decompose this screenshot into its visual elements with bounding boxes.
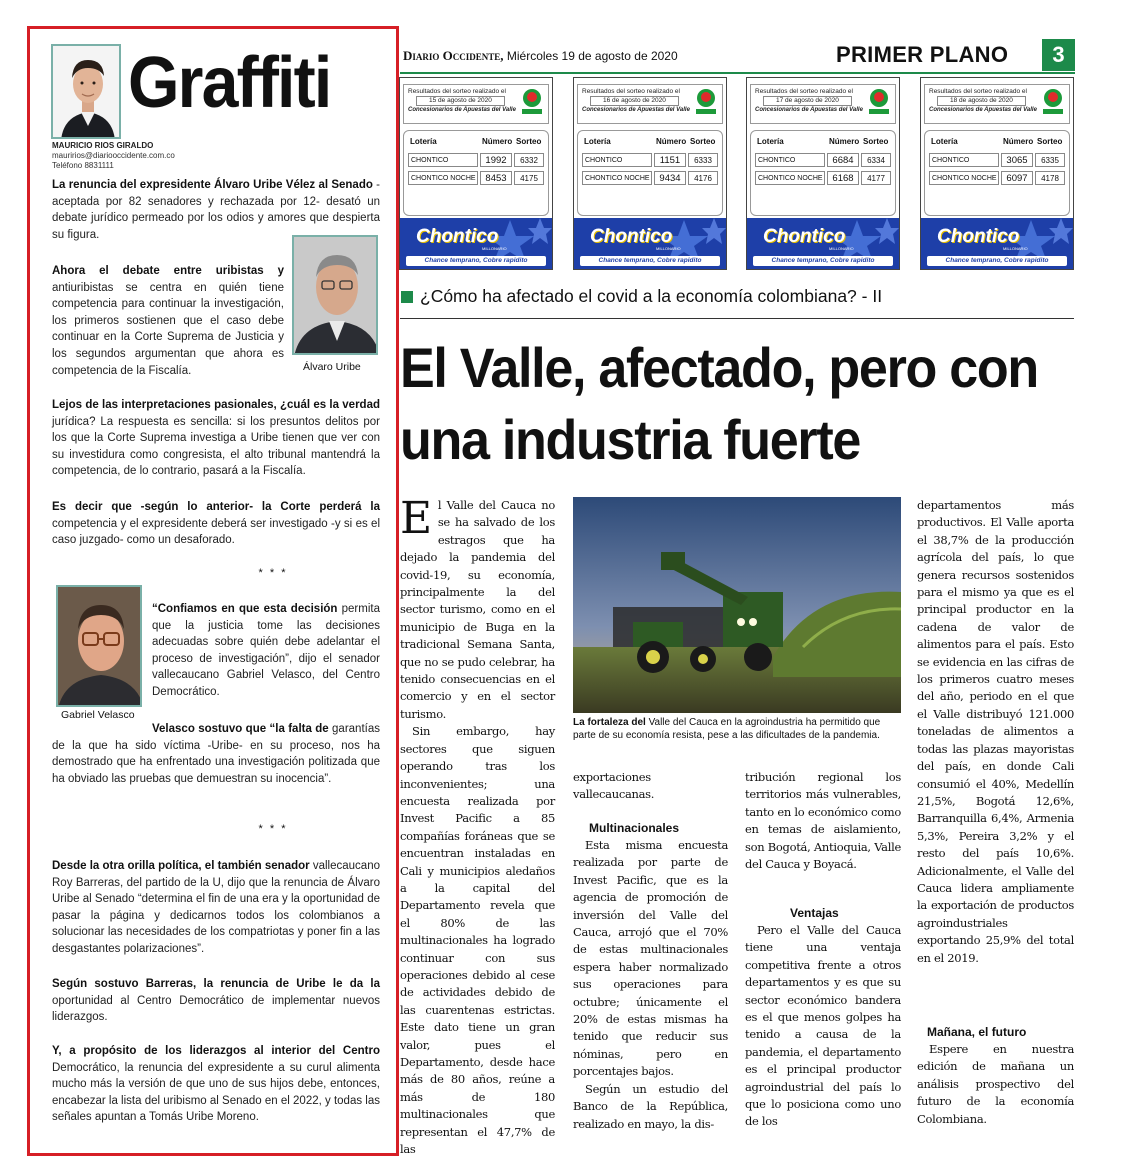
separator-stars: * * * xyxy=(258,823,288,835)
graffiti-paragraph: Ahora el debate entre uribistas y antiuribistas se centra en quién tiene competencia para continuar la investigación, los primeros sostienen que el caso debe continuar en la Corte Suprema de Justicia y los segundos argumentan que ahora es competencia de la Fiscalía. xyxy=(52,265,284,377)
chontico-brand: Chontico xyxy=(937,226,1020,247)
uribe-caption: Álvaro Uribe xyxy=(303,361,361,373)
lottery-concessionaire: Concesionarios de Apuestas del Valle xyxy=(929,107,1037,113)
photo-caption: La fortaleza del Valle del Cauca en la agroindustria ha permitido que parte de su economía resista, pese a las dificultades de la pandemia. xyxy=(573,717,881,741)
row-chontico-noche: CHONTICO NOCHE xyxy=(929,171,999,185)
chontico-number: 1151 xyxy=(654,153,686,167)
article-paragraph: Pero el Valle del Cauca tiene una ventaja competitiva frente a otros departamentos y es que su sector económico bandera es el que menos golpes ha tenido a causa de la pandemia, el departamento es el principal productor agroindustrial del país lo que lo posiciona como uno de los xyxy=(745,923,901,1129)
column-title: Graffiti xyxy=(128,43,331,123)
noche-draw: 4175 xyxy=(514,171,544,185)
chontico-number: 6684 xyxy=(827,153,859,167)
article-column-3b xyxy=(745,922,901,1131)
graffiti-paragraph: Es decir que -según lo anterior- la Corte perderá la competencia y el expresidente deberá ser investigado -y si es el caso juzgado- como un desaforado. xyxy=(52,501,380,547)
noche-number: 6097 xyxy=(1001,171,1033,185)
chontico-banner xyxy=(574,218,726,269)
subhead-ventajas: Ventajas xyxy=(790,906,839,920)
chontico-draw: 6335 xyxy=(1035,153,1065,167)
graffiti-paragraph: Lejos de las interpretaciones pasionales, ¿cuál es la verdad jurídica? La respuesta es sencilla: si los presuntos delitos por los que la Corte Suprema investiga a Uribe tienen que ver con su investidura como congresista, el alto tribunal mantendrá la competencia, de lo contrario, pasará a la Fiscalía. xyxy=(52,399,380,478)
brand-subtitle: MILLONARIO xyxy=(482,246,507,251)
page-header xyxy=(403,48,678,64)
col-numero: Número xyxy=(829,137,860,146)
chontico-banner xyxy=(747,218,899,269)
graffiti-column xyxy=(27,26,399,1156)
brand-slogan: Chance temprano, Cobre rapidito xyxy=(406,256,546,266)
drop-cap: E xyxy=(400,493,432,544)
col-numero: Número xyxy=(656,137,687,146)
col-numero: Número xyxy=(482,137,513,146)
col-sorteo: Sorteo xyxy=(1037,137,1063,146)
lottery-date: 17 de agosto de 2020 xyxy=(763,96,852,106)
noche-draw: 4178 xyxy=(1035,171,1065,185)
row-chontico: CHONTICO xyxy=(929,153,999,167)
lottery-concessionaire: Concesionarios de Apuestas del Valle xyxy=(582,107,690,113)
article-paragraph: Según un estudio del Banco de la República, realizado en mayo, la dis- xyxy=(573,1081,728,1131)
lottery-date: 18 de agosto de 2020 xyxy=(937,96,1026,106)
col-loteria: Lotería xyxy=(757,137,784,146)
author-name: MAURICIO RIOS GIRALDO xyxy=(52,141,154,150)
brand-subtitle: MILLONARIO xyxy=(829,246,854,251)
lottery-concessionaire: Concesionarios de Apuestas del Valle xyxy=(755,107,863,113)
harvester-photo xyxy=(573,497,901,713)
jsuerte-logo-icon xyxy=(694,88,718,116)
graffiti-paragraph: Según sostuvo Barreras, la renuncia de Uribe le da la oportunidad al Centro Democrático de implementar nuevos liderazgos. xyxy=(52,978,380,1024)
kicker-square-icon xyxy=(401,291,413,303)
col-numero: Número xyxy=(1003,137,1034,146)
article-column-3 xyxy=(745,769,901,873)
row-chontico: CHONTICO xyxy=(755,153,825,167)
article-paragraph: Espere en nuestra edición de mañana un análisis prospectivo del futuro de la economía Colombiana. xyxy=(917,1042,1074,1126)
row-chontico-noche: CHONTICO NOCHE xyxy=(582,171,652,185)
article-paragraph: l Valle del Cauca no se ha salvado de los estragos que ha dejado la pandemia del covid-19, su economía, principalmente la del sector turismo, como en el municipio de Buga en la tradicional Semana Santa, que no se pudo celebrar, ha tenido consecuencias en el comercio y en el sector turismo. xyxy=(400,498,555,721)
separator-stars: * * * xyxy=(258,567,288,579)
article-paragraph: exportaciones vallecaucanas. xyxy=(573,770,655,802)
chontico-draw: 6334 xyxy=(861,153,891,167)
kicker-rule xyxy=(400,318,1074,319)
paper-name: Diario Occidente, xyxy=(403,48,504,63)
graffiti-paragraph: Y, a propósito de los liderazgos al interior del Centro Democrático, la renuncia del expresidente a su curul alimenta mucho más la versión de que uno de sus hijos debe, entonces, encabezar la lista del uribismo al Senado en el 2022, y todas las señales apuntan a Tomás Uribe Moreno. xyxy=(52,1045,380,1124)
noche-number: 6168 xyxy=(827,171,859,185)
noche-draw: 4177 xyxy=(861,171,891,185)
article-column-2 xyxy=(573,769,728,804)
col-sorteo: Sorteo xyxy=(516,137,542,146)
chontico-draw: 6333 xyxy=(688,153,718,167)
lottery-date: 15 de agosto de 2020 xyxy=(416,96,505,106)
col-loteria: Lotería xyxy=(584,137,611,146)
lottery-box xyxy=(399,77,553,270)
brand-subtitle: MILLONARIO xyxy=(656,246,681,251)
article-headline: El Valle, afectado, pero con una industria fuerte xyxy=(400,336,1038,471)
article-kicker: ¿Cómo ha afectado el covid a la economía colombiana? - II xyxy=(420,286,883,306)
brand-slogan: Chance temprano, Cobre rapidito xyxy=(753,256,893,266)
brand-slogan: Chance temprano, Cobre rapidito xyxy=(927,256,1067,266)
noche-draw: 4176 xyxy=(688,171,718,185)
chontico-number: 3065 xyxy=(1001,153,1033,167)
chontico-banner xyxy=(921,218,1073,269)
article-column-4 xyxy=(917,497,1074,967)
author-photo xyxy=(51,44,121,139)
col-sorteo: Sorteo xyxy=(863,137,889,146)
graffiti-paragraph: “Confiamos en que esta decisión permita que la justicia tome las decisiones adecuadas sobre quién debe adelantar el proceso de investigación”, dijo el senador vallecaucano Gabriel Velasco, del Centro Democrático. xyxy=(152,603,380,698)
uribe-photo xyxy=(292,235,378,355)
subhead-multinacionales: Multinacionales xyxy=(589,821,680,835)
row-chontico: CHONTICO xyxy=(408,153,478,167)
lottery-concessionaire: Concesionarios de Apuestas del Valle xyxy=(408,107,516,113)
graffiti-paragraph: Desde la otra orilla política, el también senador vallecaucano Roy Barreras, del partido de la U, dijo que la renuncia de Álvaro Uribe al Senado “determina el fin de una era y la oportunidad de pasar la página y dedicarnos todos los colombianos a solucionar las necesidades de los compatriotas y poner fin a las desgastantes polarizaciones”. xyxy=(52,860,380,955)
article-column-4b xyxy=(917,1041,1074,1128)
lottery-heading: Resultados del sorteo realizado el xyxy=(755,88,853,95)
jsuerte-logo-icon xyxy=(867,88,891,116)
jsuerte-logo-icon xyxy=(1041,88,1065,116)
lottery-box xyxy=(573,77,727,270)
row-chontico: CHONTICO xyxy=(582,153,652,167)
article-paragraph: Esta misma encuesta realizada por parte de Invest Pacific, que es la agencia de promoción de inversión del Valle del Cauca, arrojó que el 70% de estas multinacionales espera haber normalizado sus operaciones para octubre; únicamente el 20% de estas mismas ha tenido que reducir sus nóminas, pero en porcentajes bajos. xyxy=(573,838,728,1079)
graffiti-paragraph: Velasco sostuvo que “la falta de garantías de la que ha sido víctima -Uribe- en su proceso, nos ha demostrado que ha enfrentado una investigación politizada que ha obviado las pruebas que demuestran su inocencia”. xyxy=(52,723,380,785)
brand-subtitle: MILLONARIO xyxy=(1003,246,1028,251)
chontico-banner xyxy=(400,218,552,269)
jsuerte-logo-icon xyxy=(520,88,544,116)
page-number: 3 xyxy=(1042,39,1075,71)
col-loteria: Lotería xyxy=(410,137,437,146)
author-email: mauririos@diariooccidente.com.co xyxy=(52,151,175,160)
velasco-photo xyxy=(56,585,142,707)
author-phone: Teléfono 8831111 xyxy=(52,161,114,170)
article-paragraph: departamentos más productivos. El Valle aporta el 38,7% de la producción agrícola del país, lo que genera recursos sostenidos para el mismo ya que es el principal productor en la cadena de valor de alimentos para el país. Esto se evidencia en las cifras de los primeros cuatro meses del año, periodo en el que el Valle distribuyó 121.000 toneladas de alimentos a todas las plazas mayoristas del país, en donde Cali consumió el 40%, Medellín 21,5%, Bogotá 12,6%, Barranquilla 6,4%, Armenia 5,3%, Pereira 3,2% y el resto del país 10,6%. Adicionalmente, el Valle del Cauca lidera ampliamente la exportación de productos agroindustriales exportando 25,9% del total en el 2019. xyxy=(917,498,1074,965)
noche-number: 8453 xyxy=(480,171,512,185)
lottery-heading: Resultados del sorteo realizado el xyxy=(408,88,506,95)
chontico-number: 1992 xyxy=(480,153,512,167)
lottery-date: 16 de agosto de 2020 xyxy=(590,96,679,106)
col-sorteo: Sorteo xyxy=(690,137,716,146)
chontico-draw: 6332 xyxy=(514,153,544,167)
lottery-box xyxy=(746,77,900,270)
row-chontico-noche: CHONTICO NOCHE xyxy=(755,171,825,185)
chontico-brand: Chontico xyxy=(763,226,846,247)
noche-number: 9434 xyxy=(654,171,686,185)
subhead-manana: Mañana, el futuro xyxy=(927,1025,1027,1039)
col-loteria: Lotería xyxy=(931,137,958,146)
chontico-brand: Chontico xyxy=(416,226,499,247)
lottery-box xyxy=(920,77,1074,270)
row-chontico-noche: CHONTICO NOCHE xyxy=(408,171,478,185)
brand-slogan: Chance temprano, Cobre rapidito xyxy=(580,256,720,266)
lottery-heading: Resultados del sorteo realizado el xyxy=(929,88,1027,95)
header-rule xyxy=(400,72,1075,74)
lottery-heading: Resultados del sorteo realizado el xyxy=(582,88,680,95)
article-paragraph: Sin embargo, hay sectores que siguen operando tras los inconvenientes; una encuesta realizada por Invest Pacific a 85 compañías foráneas que se encuentran instaladas en Cali y municipios aledaños a la capital del Departamento revela que el 80% de las multinacionales ha logrado continuar con sus operaciones debido al cese de actividades debido de las cuarentenas estrictas. Este dato tiene un gran valor, pues el Departamento, desde hace más de 80 años, reúne a más de 180 multinacionales que representan el 47,7% de las xyxy=(400,724,555,1157)
velasco-caption: Gabriel Velasco xyxy=(61,709,135,721)
article-column-2b xyxy=(573,837,728,1133)
issue-date: Miércoles 19 de agosto de 2020 xyxy=(506,49,678,63)
article-column-1 xyxy=(400,493,555,1158)
section-name: PRIMER PLANO xyxy=(836,42,1009,67)
article-paragraph: tribución regional los territorios más vulnerables, tanto en lo económico como en temas de aislamiento, son Bogotá, Antioquia, Valle del Cauca y Boyacá. xyxy=(745,770,901,872)
chontico-brand: Chontico xyxy=(590,226,673,247)
graffiti-paragraph: La renuncia del expresidente Álvaro Uribe Vélez al Senado - aceptada por 82 senadores y rechazada por 12- desató un debate jurídico permeado por los odios y amores que despierta su figura. xyxy=(52,179,380,241)
